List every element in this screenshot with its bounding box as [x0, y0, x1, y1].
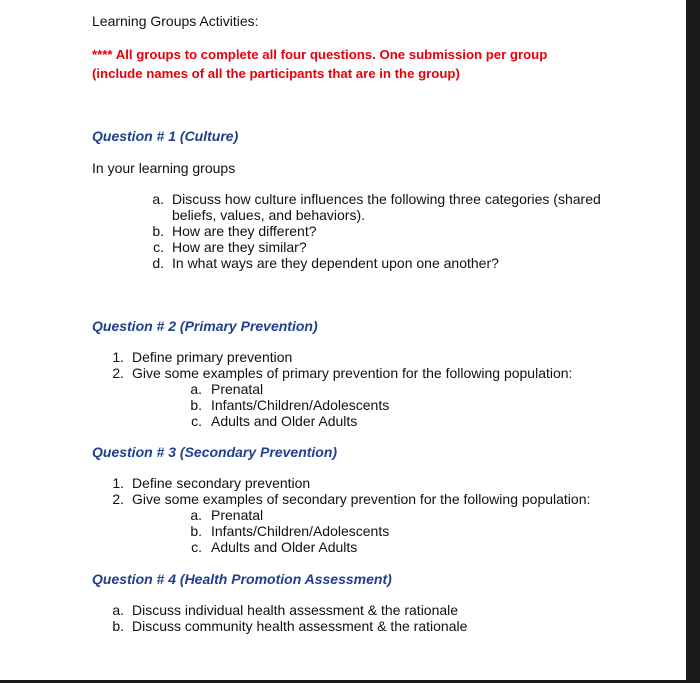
list-marker: 1. [112, 349, 124, 365]
list-marker: c. [153, 239, 164, 255]
list-item: Discuss community health assessment & the rationale [132, 618, 468, 634]
list-item: Give some examples of secondary prevention for the following population: [132, 491, 591, 507]
question-1-title: Question # 1 (Culture) [92, 128, 239, 144]
list-marker: a. [190, 381, 202, 397]
instructions-line-2: (include names of all the participants that are in the group) [92, 66, 460, 81]
page-heading: Learning Groups Activities: [92, 13, 259, 29]
list-subitem: Infants/Children/Adolescents [211, 397, 390, 413]
list-marker: c. [191, 539, 202, 555]
list-marker: 2. [112, 491, 124, 507]
viewer-right-edge [686, 0, 700, 683]
list-marker: a. [190, 507, 202, 523]
list-marker: 2. [112, 365, 124, 381]
list-subitem: Infants/Children/Adolescents [211, 523, 390, 539]
list-item: Give some examples of primary prevention for the following population: [132, 365, 573, 381]
list-item: Define secondary prevention [132, 475, 311, 491]
question-2-title: Question # 2 (Primary Prevention) [92, 318, 318, 334]
list-marker: b. [152, 223, 164, 239]
list-marker: d. [152, 255, 164, 271]
list-item: Discuss how culture influences the following three categories (shared [172, 191, 601, 207]
instructions-line-1: **** All groups to complete all four questions. One submission per group [92, 47, 548, 62]
list-subitem: Adults and Older Adults [211, 413, 358, 429]
list-marker: b. [190, 523, 202, 539]
list-item: Define primary prevention [132, 349, 293, 365]
list-item: How are they different? [172, 223, 317, 239]
list-marker: b. [112, 618, 124, 634]
question-3-title: Question # 3 (Secondary Prevention) [92, 444, 338, 460]
list-marker: a. [152, 191, 164, 207]
list-item: In what ways are they dependent upon one another? [172, 255, 499, 271]
list-item: How are they similar? [172, 239, 307, 255]
list-subitem: Adults and Older Adults [211, 539, 358, 555]
list-marker: 1. [112, 475, 124, 491]
list-marker: b. [190, 397, 202, 413]
list-subitem: Prenatal [211, 381, 264, 397]
list-item-continuation: beliefs, values, and behaviors). [172, 207, 365, 223]
question-4-title: Question # 4 (Health Promotion Assessment) [92, 571, 392, 587]
list-item: Discuss individual health assessment & the rationale [132, 602, 459, 618]
list-subitem: Prenatal [211, 507, 264, 523]
list-marker: a. [112, 602, 124, 618]
question-1-intro: In your learning groups [92, 160, 236, 176]
list-marker: c. [191, 413, 202, 429]
